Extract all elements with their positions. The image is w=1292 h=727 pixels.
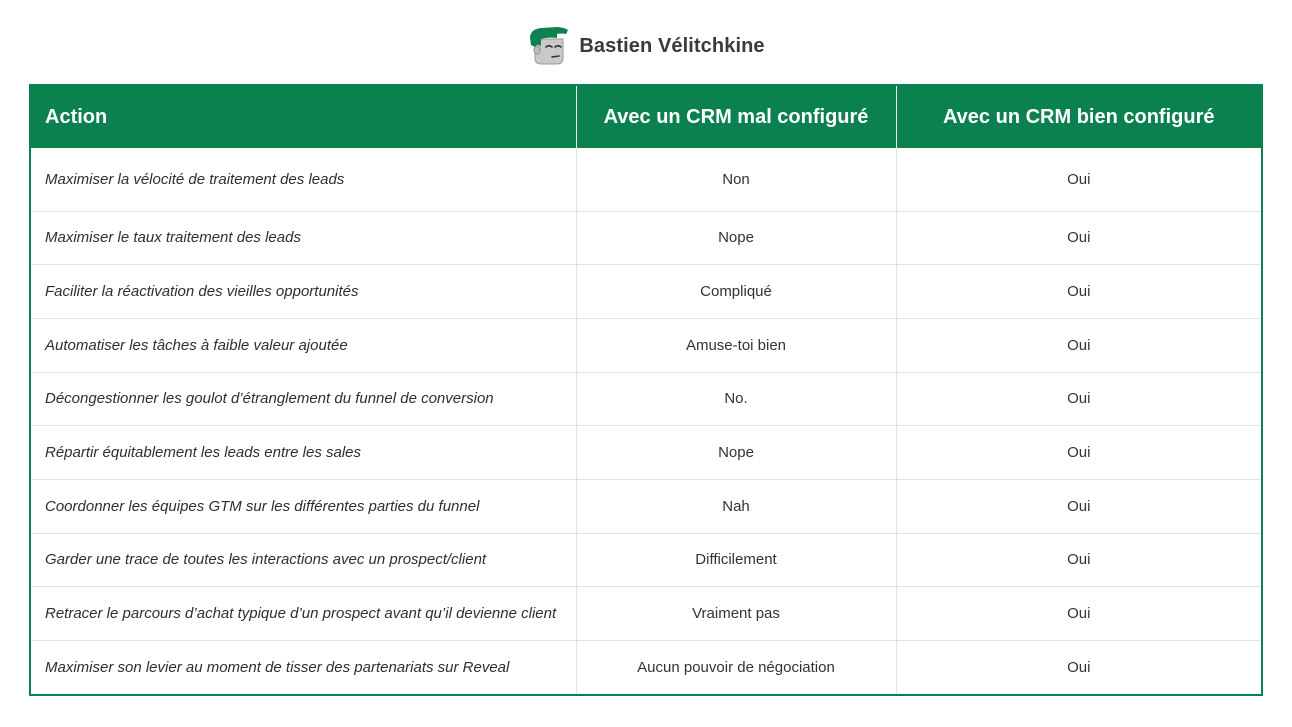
table-row [31,265,1261,319]
table-row [31,533,1261,587]
action-cell: Automatiser les tâches à faible valeur ajoutée [31,318,576,372]
good-crm-cell: Oui [896,372,1261,426]
good-crm-cell: Oui [896,211,1261,265]
good-crm-cell: Oui [896,426,1261,480]
bad-crm-cell: Aucun pouvoir de négociation [576,641,896,695]
brand-name: Bastien Vélitchkine [579,34,765,57]
bad-crm-cell: Difficilement [576,533,896,587]
bad-crm-cell: Compliqué [576,265,896,319]
column-header-good-crm: Avec un CRM bien configuré [896,86,1261,148]
column-header-bad-crm: Avec un CRM mal configuré [576,86,896,148]
table-row [31,426,1261,480]
action-cell: Maximiser son levier au moment de tisser des partenariats sur Reveal [31,641,576,695]
good-crm-cell: Oui [1067,170,1091,188]
table-row [31,148,1261,211]
bad-crm-cell: Non [576,148,896,211]
bad-crm-cell: Nope [576,426,896,480]
cartoon-face-logo-icon [527,25,569,67]
bad-crm-cell: No. [576,372,896,426]
table-row [31,641,1261,695]
column-header-action: Action [31,86,576,148]
action-cell: Décongestionner les goulot d’étranglement du funnel de conversion [31,372,576,426]
table-header-row [31,86,1261,148]
good-crm-cell: Oui [896,587,1261,641]
action-cell: Répartir équitablement les leads entre les sales [31,426,576,480]
good-crm-cell: Oui [896,318,1261,372]
table-row [31,372,1261,426]
action-cell: Coordonner les équipes GTM sur les différentes parties du funnel [31,479,576,533]
bad-crm-cell: Vraiment pas [576,587,896,641]
action-cell: Garder une trace de toutes les interactions avec un prospect/client [31,533,576,587]
action-cell: Faciliter la réactivation des vieilles opportunités [31,265,576,319]
brand-header [0,24,1292,68]
good-crm-cell: Oui [896,479,1261,533]
action-cell: Maximiser le taux traitement des leads [31,211,576,265]
bad-crm-cell: Nope [576,211,896,265]
bad-crm-cell: Amuse-toi bien [576,318,896,372]
table-row [31,318,1261,372]
comparison-table-container [29,84,1263,696]
good-crm-cell: Oui [896,265,1261,319]
action-cell: Retracer le parcours d’achat typique d’un prospect avant qu’il devienne client [31,587,576,641]
table-row [31,587,1261,641]
action-cell: Maximiser la vélocité de traitement des leads [31,148,576,211]
comparison-table [31,86,1261,694]
bad-crm-cell: Nah [576,479,896,533]
table-row [31,479,1261,533]
good-crm-cell: Oui [896,641,1261,695]
good-crm-cell: Oui [896,533,1261,587]
table-row [31,211,1261,265]
